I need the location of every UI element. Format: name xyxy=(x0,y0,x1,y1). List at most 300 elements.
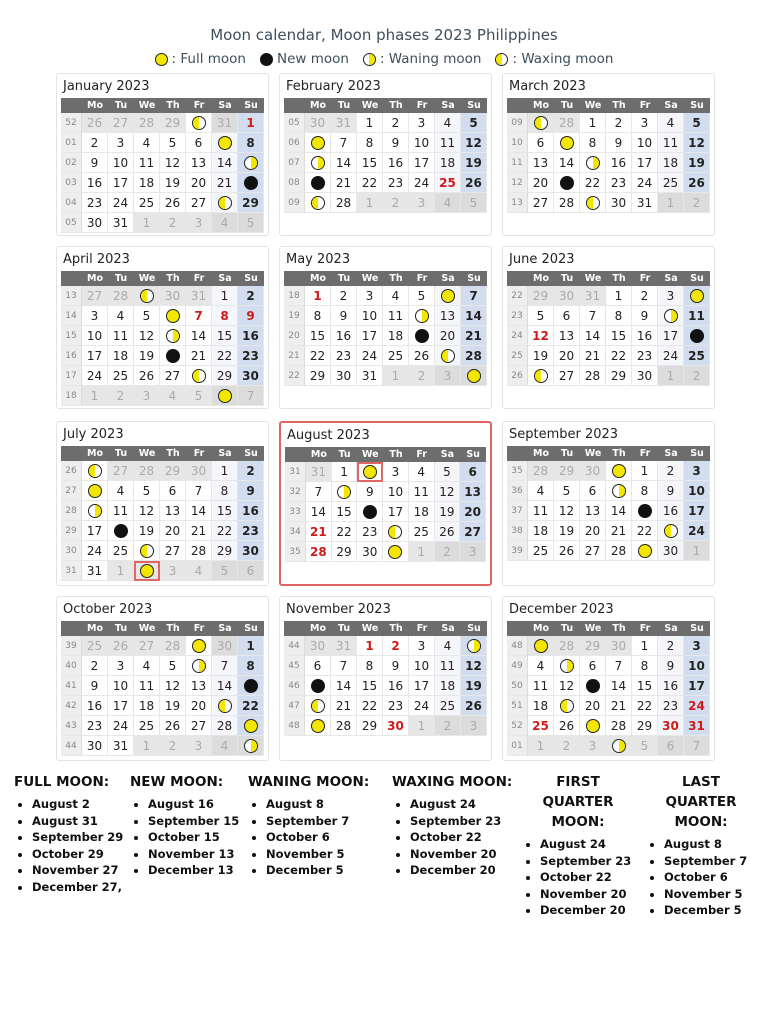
week-number: 13 xyxy=(507,193,528,213)
moon-day-cell xyxy=(238,716,264,736)
weekday-header: Sa xyxy=(658,621,684,636)
month-calendar xyxy=(502,246,715,409)
day-cell: 4 xyxy=(134,656,160,676)
waning-moon-icon xyxy=(467,639,481,653)
week-number: 08 xyxy=(284,173,305,193)
weekday-header: Mo xyxy=(528,446,554,461)
day-cell: 6 xyxy=(580,481,606,501)
week-number: 38 xyxy=(507,521,528,541)
waxing-moon-icon xyxy=(586,196,600,210)
month-title: July 2023 xyxy=(63,427,124,442)
weekday-header: Mo xyxy=(528,621,554,636)
list-item: • November 5 xyxy=(664,886,756,903)
day-cell: 4 xyxy=(108,306,134,326)
day-cell: 30 xyxy=(212,636,238,656)
day-cell: 22 xyxy=(632,696,658,716)
day-cell: 21 xyxy=(186,521,212,541)
day-cell: 23 xyxy=(632,346,658,366)
day-cell: 21 xyxy=(331,173,357,193)
weekday-header: Tu xyxy=(554,446,580,461)
day-cell: 29 xyxy=(238,193,264,213)
list-item: • September 29 xyxy=(32,829,132,846)
weekday-header: Th xyxy=(606,271,632,286)
day-cell: 6 xyxy=(528,133,554,153)
day-cell: 24 xyxy=(108,716,134,736)
month-title: January 2023 xyxy=(63,79,150,94)
day-cell: 14 xyxy=(606,501,632,521)
day-cell: 23 xyxy=(658,696,684,716)
weekday-header: Su xyxy=(238,98,264,113)
week-number: 17 xyxy=(61,366,82,386)
week-number: 06 xyxy=(284,133,305,153)
page-title: Moon calendar, Moon phases 2023 Philippines xyxy=(210,26,558,44)
day-cell: 16 xyxy=(82,173,108,193)
week-number: 02 xyxy=(61,153,82,173)
day-cell: 9 xyxy=(658,656,684,676)
day-cell: 30 xyxy=(357,542,383,562)
day-cell: 18 xyxy=(383,326,409,346)
day-cell: 1 xyxy=(238,636,264,656)
date-list xyxy=(130,796,242,879)
weekday-header: We xyxy=(357,621,383,636)
list-item: • September 23 xyxy=(410,813,522,830)
weekday-header: Mo xyxy=(82,621,108,636)
new-moon-icon xyxy=(690,329,704,343)
day-cell: 24 xyxy=(357,346,383,366)
day-cell: 9 xyxy=(658,481,684,501)
day-cell: 7 xyxy=(331,133,357,153)
day-cell: 10 xyxy=(108,153,134,173)
day-cell: 30 xyxy=(238,366,264,386)
day-cell: 1 xyxy=(684,541,710,561)
day-cell: 30 xyxy=(658,716,684,736)
day-cell: 2 xyxy=(108,386,134,406)
day-cell: 19 xyxy=(160,696,186,716)
moon-day-cell xyxy=(383,522,409,542)
day-cell: 22 xyxy=(212,521,238,541)
day-cell: 21 xyxy=(461,326,487,346)
full-moon-icon xyxy=(467,369,481,383)
day-cell: 2 xyxy=(238,286,264,306)
month-grid xyxy=(61,98,264,233)
day-cell: 18 xyxy=(134,173,160,193)
day-cell: 30 xyxy=(82,213,108,233)
day-cell: 8 xyxy=(212,481,238,501)
moon-day-cell xyxy=(606,461,632,481)
day-cell: 7 xyxy=(238,386,264,406)
weekday-header: Sa xyxy=(212,98,238,113)
day-cell: 6 xyxy=(658,736,684,756)
list-item: • October 22 xyxy=(410,829,522,846)
day-cell: 15 xyxy=(212,326,238,346)
new-moon-icon xyxy=(311,176,325,190)
day-cell: 28 xyxy=(606,541,632,561)
day-cell: 16 xyxy=(238,501,264,521)
day-cell: 18 xyxy=(528,696,554,716)
moon-day-cell xyxy=(357,502,383,522)
day-cell: 12 xyxy=(684,133,710,153)
moon-day-cell xyxy=(461,636,487,656)
list-item: • December 20 xyxy=(410,862,522,879)
day-cell: 31 xyxy=(331,636,357,656)
day-cell: 2 xyxy=(82,656,108,676)
week-number: 01 xyxy=(61,133,82,153)
new-moon-icon xyxy=(638,504,652,518)
day-cell: 5 xyxy=(160,656,186,676)
day-cell: 30 xyxy=(632,366,658,386)
day-cell: 1 xyxy=(658,193,684,213)
full-moon-icon xyxy=(363,465,377,479)
day-cell: 28 xyxy=(186,541,212,561)
day-cell: 13 xyxy=(160,501,186,521)
day-cell: 9 xyxy=(632,306,658,326)
week-number: 21 xyxy=(284,346,305,366)
day-cell: 13 xyxy=(186,153,212,173)
day-cell: 26 xyxy=(554,541,580,561)
day-cell: 31 xyxy=(212,113,238,133)
day-cell: 30 xyxy=(383,716,409,736)
week-number: 05 xyxy=(284,113,305,133)
day-cell: 17 xyxy=(82,346,108,366)
week-number: 43 xyxy=(61,716,82,736)
day-cell: 17 xyxy=(108,173,134,193)
moon-day-cell xyxy=(684,286,710,306)
day-cell: 26 xyxy=(684,173,710,193)
full-moon-icon xyxy=(88,484,102,498)
moon-day-cell xyxy=(108,521,134,541)
day-cell: 5 xyxy=(409,286,435,306)
day-cell: 4 xyxy=(435,636,461,656)
weekday-header: Fr xyxy=(632,621,658,636)
date-list xyxy=(522,836,634,919)
legend-waxing-label: : Waxing moon xyxy=(512,51,614,67)
day-cell: 8 xyxy=(212,306,238,326)
day-cell: 31 xyxy=(186,286,212,306)
month-grid xyxy=(507,98,710,213)
weekday-header: Tu xyxy=(108,621,134,636)
day-cell: 17 xyxy=(108,696,134,716)
day-cell: 1 xyxy=(238,113,264,133)
week-header xyxy=(61,621,82,636)
week-header xyxy=(507,446,528,461)
day-cell: 28 xyxy=(554,193,580,213)
day-cell: 19 xyxy=(435,502,461,522)
month-title: June 2023 xyxy=(509,252,575,267)
week-number: 16 xyxy=(61,346,82,366)
full-moon-icon xyxy=(560,136,574,150)
day-cell: 3 xyxy=(684,636,710,656)
waning-moon-icon xyxy=(612,739,626,753)
day-cell: 15 xyxy=(212,501,238,521)
day-cell: 25 xyxy=(409,522,435,542)
full-moon-icon xyxy=(586,719,600,733)
moon-day-cell xyxy=(186,636,212,656)
waning-moon-icon xyxy=(244,739,258,753)
day-cell: 26 xyxy=(108,636,134,656)
day-cell: 19 xyxy=(461,153,487,173)
moon-day-cell xyxy=(305,676,331,696)
day-cell: 7 xyxy=(186,306,212,326)
day-cell: 10 xyxy=(383,482,409,502)
month-title: September 2023 xyxy=(509,427,619,442)
list-heading: FULL MOON: xyxy=(14,774,110,790)
day-cell: 6 xyxy=(238,561,264,581)
day-cell: 27 xyxy=(82,286,108,306)
week-number: 18 xyxy=(61,386,82,406)
list-item: • November 20 xyxy=(540,886,634,903)
day-cell: 25 xyxy=(528,716,554,736)
week-header xyxy=(507,621,528,636)
list-item: • October 15 xyxy=(148,829,242,846)
day-cell: 2 xyxy=(435,542,461,562)
day-cell: 30 xyxy=(305,113,331,133)
weekday-header: Sa xyxy=(212,446,238,461)
day-cell: 8 xyxy=(305,306,331,326)
day-cell: 24 xyxy=(409,173,435,193)
day-cell: 4 xyxy=(108,481,134,501)
list-item: • September 23 xyxy=(540,853,634,870)
new-moon-icon xyxy=(260,53,273,66)
weekday-header: Sa xyxy=(658,446,684,461)
day-cell: 3 xyxy=(409,113,435,133)
day-cell: 16 xyxy=(632,326,658,346)
moon-day-cell xyxy=(82,461,108,481)
month-grid xyxy=(284,98,487,213)
day-cell: 13 xyxy=(554,326,580,346)
legend-waxing xyxy=(495,51,613,67)
day-cell: 13 xyxy=(528,153,554,173)
list-first-quarter xyxy=(522,772,634,919)
day-cell: 13 xyxy=(186,676,212,696)
week-number: 27 xyxy=(61,481,82,501)
day-cell: 25 xyxy=(108,541,134,561)
week-number: 45 xyxy=(284,656,305,676)
week-number: 31 xyxy=(285,462,306,482)
weekday-header: Tu xyxy=(331,621,357,636)
day-cell: 19 xyxy=(528,346,554,366)
week-number: 05 xyxy=(61,213,82,233)
day-cell: 1 xyxy=(305,286,331,306)
day-cell: 23 xyxy=(238,521,264,541)
waxing-moon-icon xyxy=(311,196,325,210)
day-cell: 31 xyxy=(82,561,108,581)
day-cell: 30 xyxy=(606,193,632,213)
day-cell: 7 xyxy=(331,656,357,676)
day-cell: 1 xyxy=(212,461,238,481)
day-cell: 31 xyxy=(632,193,658,213)
day-cell: 25 xyxy=(134,193,160,213)
day-cell: 1 xyxy=(357,193,383,213)
legend-waning-label: : Waning moon xyxy=(379,51,482,67)
week-number: 11 xyxy=(507,153,528,173)
day-cell: 1 xyxy=(134,736,160,756)
month-title: December 2023 xyxy=(509,602,614,617)
list-item: • October 6 xyxy=(266,829,388,846)
week-number: 40 xyxy=(61,656,82,676)
day-cell: 18 xyxy=(658,153,684,173)
day-cell: 17 xyxy=(383,502,409,522)
weekday-header: We xyxy=(580,271,606,286)
moon-day-cell xyxy=(658,521,684,541)
day-cell: 24 xyxy=(684,521,710,541)
day-cell: 6 xyxy=(580,656,606,676)
day-cell: 28 xyxy=(331,193,357,213)
week-number: 13 xyxy=(61,286,82,306)
list-waxing-moon xyxy=(392,772,522,879)
waning-moon-icon xyxy=(612,484,626,498)
list-item: • September 7 xyxy=(266,813,388,830)
day-cell: 4 xyxy=(528,481,554,501)
day-cell: 21 xyxy=(186,346,212,366)
weekday-header: Su xyxy=(684,271,710,286)
day-cell: 1 xyxy=(108,561,134,581)
month-grid xyxy=(61,621,264,756)
day-cell: 25 xyxy=(82,636,108,656)
day-cell: 16 xyxy=(658,676,684,696)
week-number: 18 xyxy=(284,286,305,306)
day-cell: 10 xyxy=(108,676,134,696)
moon-day-cell xyxy=(409,306,435,326)
waning-moon-icon xyxy=(337,485,351,499)
moon-day-cell xyxy=(305,133,331,153)
weekday-header: Tu xyxy=(108,271,134,286)
weekday-header: We xyxy=(580,98,606,113)
week-number: 52 xyxy=(61,113,82,133)
day-cell: 9 xyxy=(357,482,383,502)
moon-day-cell xyxy=(134,541,160,561)
week-number: 10 xyxy=(507,133,528,153)
week-number: 32 xyxy=(285,482,306,502)
day-cell: 9 xyxy=(238,481,264,501)
moon-day-cell xyxy=(212,696,238,716)
waxing-moon-icon xyxy=(140,544,154,558)
day-cell: 29 xyxy=(332,542,358,562)
week-number: 34 xyxy=(285,522,306,542)
day-cell: 7 xyxy=(684,736,710,756)
day-cell: 26 xyxy=(435,522,461,542)
weekday-header: Mo xyxy=(82,446,108,461)
weekday-header: Tu xyxy=(331,98,357,113)
month-title: November 2023 xyxy=(286,602,391,617)
week-number: 44 xyxy=(61,736,82,756)
new-moon-icon xyxy=(114,524,128,538)
weekday-header: Fr xyxy=(632,98,658,113)
day-cell: 30 xyxy=(606,636,632,656)
day-cell: 25 xyxy=(435,173,461,193)
weekday-header: Th xyxy=(383,621,409,636)
moon-day-cell xyxy=(238,173,264,193)
weekday-header: Th xyxy=(383,447,409,462)
day-cell: 28 xyxy=(461,346,487,366)
day-cell: 15 xyxy=(632,676,658,696)
waning-moon-icon xyxy=(664,309,678,323)
list-item: • December 5 xyxy=(266,862,388,879)
month-title: March 2023 xyxy=(509,79,586,94)
day-cell: 8 xyxy=(357,656,383,676)
day-cell: 20 xyxy=(460,502,486,522)
day-cell: 26 xyxy=(461,696,487,716)
moon-day-cell xyxy=(160,306,186,326)
moon-day-cell xyxy=(580,676,606,696)
day-cell: 3 xyxy=(357,286,383,306)
day-cell: 1 xyxy=(580,113,606,133)
full-moon-icon xyxy=(311,136,325,150)
date-list xyxy=(14,796,132,895)
day-cell: 4 xyxy=(435,193,461,213)
day-cell: 14 xyxy=(580,326,606,346)
day-cell: 16 xyxy=(658,501,684,521)
full-moon-icon xyxy=(192,639,206,653)
full-moon-icon xyxy=(388,545,402,559)
day-cell: 26 xyxy=(82,113,108,133)
weekday-header: Th xyxy=(606,446,632,461)
day-cell: 10 xyxy=(82,326,108,346)
weekday-header: Su xyxy=(684,98,710,113)
moon-day-cell xyxy=(580,716,606,736)
waning-moon-icon xyxy=(88,504,102,518)
list-item: • August 16 xyxy=(148,796,242,813)
weekday-header: Su xyxy=(461,621,487,636)
weekday-header: Th xyxy=(160,446,186,461)
day-cell: 3 xyxy=(186,213,212,233)
week-header xyxy=(61,446,82,461)
day-cell: 20 xyxy=(528,173,554,193)
moon-day-cell xyxy=(134,286,160,306)
day-cell: 3 xyxy=(409,636,435,656)
day-cell: 2 xyxy=(82,133,108,153)
day-cell: 11 xyxy=(528,676,554,696)
day-cell: 23 xyxy=(238,346,264,366)
full-moon-icon xyxy=(218,389,232,403)
day-cell: 1 xyxy=(357,113,383,133)
day-cell: 7 xyxy=(461,286,487,306)
month-calendar xyxy=(502,421,715,586)
day-cell: 8 xyxy=(238,656,264,676)
week-number: 41 xyxy=(61,676,82,696)
weekday-header: Fr xyxy=(186,271,212,286)
waxing-moon-icon xyxy=(534,116,548,130)
day-cell: 12 xyxy=(134,501,160,521)
day-cell: 1 xyxy=(332,462,358,482)
day-cell: 31 xyxy=(580,286,606,306)
day-cell: 3 xyxy=(461,716,487,736)
day-cell: 1 xyxy=(82,386,108,406)
waning-moon-icon xyxy=(166,329,180,343)
legend-waning xyxy=(363,51,482,67)
weekday-header: Su xyxy=(684,446,710,461)
day-cell: 14 xyxy=(186,326,212,346)
moon-day-cell xyxy=(238,676,264,696)
day-cell: 28 xyxy=(134,113,160,133)
day-cell: 5 xyxy=(212,561,238,581)
weekday-header: Th xyxy=(606,98,632,113)
day-cell: 29 xyxy=(580,636,606,656)
day-cell: 30 xyxy=(580,461,606,481)
moon-day-cell xyxy=(632,501,658,521)
day-cell: 2 xyxy=(606,113,632,133)
day-cell: 3 xyxy=(435,366,461,386)
new-moon-icon xyxy=(415,329,429,343)
day-cell: 12 xyxy=(435,482,461,502)
day-cell: 31 xyxy=(331,113,357,133)
week-number: 39 xyxy=(61,636,82,656)
moon-day-cell xyxy=(212,386,238,406)
day-cell: 22 xyxy=(212,346,238,366)
list-item: • December 13 xyxy=(148,862,242,879)
day-cell: 1 xyxy=(383,366,409,386)
day-cell: 1 xyxy=(658,366,684,386)
week-number: 46 xyxy=(284,676,305,696)
